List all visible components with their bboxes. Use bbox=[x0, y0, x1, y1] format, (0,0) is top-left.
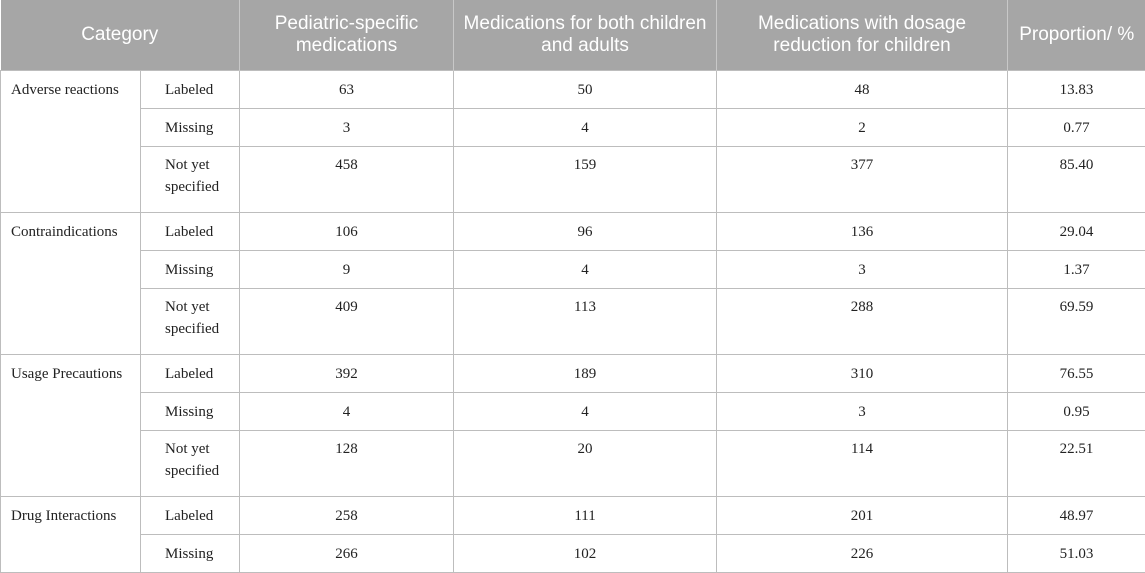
pediatric-cell: 106 bbox=[240, 213, 454, 251]
category-cell: Contraindications bbox=[1, 213, 141, 355]
proportion-cell: 76.55 bbox=[1008, 355, 1145, 393]
proportion-cell: 1.37 bbox=[1008, 251, 1145, 289]
table-row bbox=[1, 431, 1145, 497]
pediatric-cell: 128 bbox=[240, 431, 454, 497]
reduction-cell: 3 bbox=[717, 393, 1008, 431]
reduction-cell: 201 bbox=[717, 497, 1008, 535]
proportion-cell: 29.04 bbox=[1008, 213, 1145, 251]
both-cell: 113 bbox=[454, 289, 717, 355]
both-cell: 20 bbox=[454, 431, 717, 497]
both-cell: 50 bbox=[454, 71, 717, 109]
proportion-cell: 0.77 bbox=[1008, 109, 1145, 147]
table-row bbox=[1, 71, 1145, 109]
proportion-cell: 69.59 bbox=[1008, 289, 1145, 355]
reduction-cell: 288 bbox=[717, 289, 1008, 355]
reduction-cell: 136 bbox=[717, 213, 1008, 251]
table-row bbox=[1, 497, 1145, 535]
proportion-cell: 22.51 bbox=[1008, 431, 1145, 497]
subcategory-cell: Labeled bbox=[141, 71, 240, 109]
reduction-cell: 114 bbox=[717, 431, 1008, 497]
subcategory-cell: Missing bbox=[141, 251, 240, 289]
pediatric-cell: 63 bbox=[240, 71, 454, 109]
table-row bbox=[1, 535, 1145, 573]
header-proportion: Proportion/ % bbox=[1008, 0, 1145, 71]
reduction-cell: 48 bbox=[717, 71, 1008, 109]
header-category: Category bbox=[1, 0, 240, 71]
pediatric-cell: 258 bbox=[240, 497, 454, 535]
pediatric-cell: 392 bbox=[240, 355, 454, 393]
subcategory-cell: Not yet specified bbox=[141, 147, 240, 213]
reduction-cell: 310 bbox=[717, 355, 1008, 393]
table-row bbox=[1, 109, 1145, 147]
table-row bbox=[1, 289, 1145, 355]
table-row bbox=[1, 251, 1145, 289]
both-cell: 4 bbox=[454, 393, 717, 431]
subcategory-cell: Not yet specified bbox=[141, 289, 240, 355]
both-cell: 4 bbox=[454, 251, 717, 289]
header-both: Medications for both children and adults bbox=[454, 0, 717, 71]
subcategory-cell: Missing bbox=[141, 109, 240, 147]
proportion-cell: 0.95 bbox=[1008, 393, 1145, 431]
both-cell: 96 bbox=[454, 213, 717, 251]
pediatric-cell: 409 bbox=[240, 289, 454, 355]
both-cell: 111 bbox=[454, 497, 717, 535]
reduction-cell: 3 bbox=[717, 251, 1008, 289]
category-cell: Adverse reactions bbox=[1, 71, 141, 213]
table-row bbox=[1, 147, 1145, 213]
subcategory-cell: Not yet specified bbox=[141, 431, 240, 497]
proportion-cell: 51.03 bbox=[1008, 535, 1145, 573]
table-row bbox=[1, 355, 1145, 393]
proportion-cell: 13.83 bbox=[1008, 71, 1145, 109]
proportion-cell: 48.97 bbox=[1008, 497, 1145, 535]
pediatric-cell: 4 bbox=[240, 393, 454, 431]
category-cell: Usage Precautions bbox=[1, 355, 141, 497]
subcategory-cell: Labeled bbox=[141, 497, 240, 535]
subcategory-cell: Missing bbox=[141, 393, 240, 431]
both-cell: 102 bbox=[454, 535, 717, 573]
header-row bbox=[1, 0, 1145, 71]
subcategory-cell: Labeled bbox=[141, 355, 240, 393]
subcategory-cell: Missing bbox=[141, 535, 240, 573]
proportion-cell: 85.40 bbox=[1008, 147, 1145, 213]
reduction-cell: 226 bbox=[717, 535, 1008, 573]
both-cell: 4 bbox=[454, 109, 717, 147]
subcategory-cell: Labeled bbox=[141, 213, 240, 251]
pediatric-cell: 266 bbox=[240, 535, 454, 573]
header-pediatric: Pediatric-specific medications bbox=[240, 0, 454, 71]
pediatric-cell: 9 bbox=[240, 251, 454, 289]
reduction-cell: 2 bbox=[717, 109, 1008, 147]
both-cell: 189 bbox=[454, 355, 717, 393]
reduction-cell: 377 bbox=[717, 147, 1008, 213]
header-reduction: Medications with dosage reduction for children bbox=[717, 0, 1008, 71]
both-cell: 159 bbox=[454, 147, 717, 213]
category-cell: Drug Interactions bbox=[1, 497, 141, 573]
pediatric-cell: 458 bbox=[240, 147, 454, 213]
pediatric-cell: 3 bbox=[240, 109, 454, 147]
table-row bbox=[1, 213, 1145, 251]
table-row bbox=[1, 393, 1145, 431]
